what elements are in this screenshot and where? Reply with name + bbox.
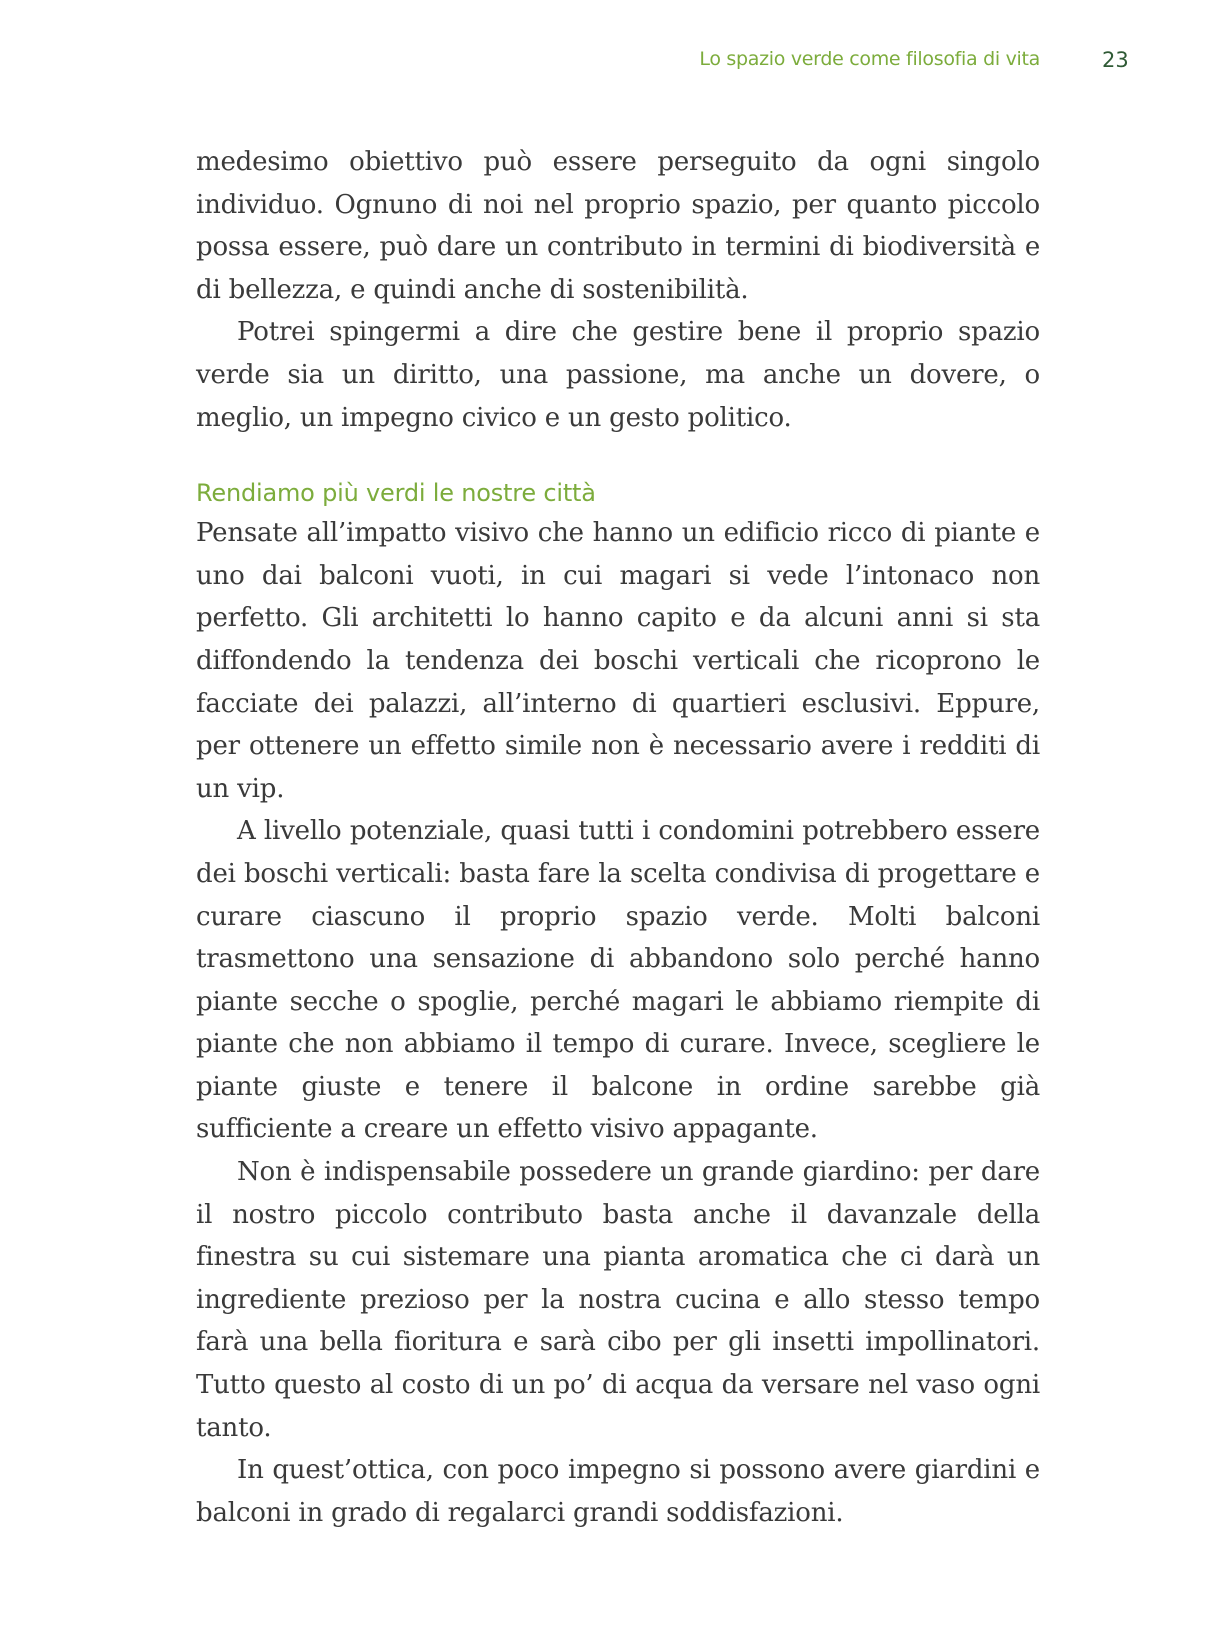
paragraph-6: In quest’ottica, con poco impegno si possono avere giardini e balconi in grado di regalarci grandi soddisfazioni.: [196, 1455, 1040, 1528]
section-heading: Rendiamo più verdi le nostre città: [196, 479, 596, 508]
paragraph-1: medesimo obiettivo può essere perseguito da ogni singolo individuo. Ognuno di noi nel proprio spazio, per quanto piccolo possa essere, può dare un contributo in termini di biodiversità e di bellezza, e quindi anche di sostenibilità.: [196, 147, 1040, 305]
paragraph-4: A livello potenziale, quasi tutti i condomini potrebbero essere dei boschi verticali: basta fare la scelta condivisa di progettare e curare ciascuno il proprio spazio verde. Molti balconi trasmettono una sensazione di abbandono solo perché hanno piante secche o spoglie, perché magari le abbiamo riempite di piante che non abbiamo il tempo di curare. Invece, scegliere le piante giuste e tenere il balcone in ordine sarebbe già sufficiente a creare un effetto visivo appagante.: [196, 816, 1040, 1145]
body-text: [196, 141, 1040, 1534]
page-number: 23: [1102, 48, 1129, 72]
running-head-title: Lo spazio verde come filosofia di vita: [699, 48, 1040, 70]
paragraph-5: Non è indispensabile possedere un grande giardino: per dare il nostro piccolo contributo basta anche il davanzale della finestra su cui sistemare una pianta aromatica che ci darà un ingrediente prezioso per la nostra cucina e allo stesso tempo farà una bella fioritura e sarà cibo per gli insetti impollinatori. Tutto questo al costo di un po’ di acqua da versare nel vaso ogni tanto.: [196, 1157, 1040, 1443]
paragraph-3: Pensate all’impatto visivo che hanno un edificio ricco di piante e uno dai balconi vuoti, in cui magari si vede l’intonaco non perfetto. Gli architetti lo hanno capito e da alcuni anni si sta diffondendo la tendenza dei boschi verticali che ricoprono le facciate dei palazzi, all’interno di quartieri esclusivi. Eppure, per ottenere un effetto simile non è necessario avere i redditi di un vip.: [196, 518, 1040, 804]
paragraph-2: Potrei spingermi a dire che gestire bene il proprio spazio verde sia un diritto, una passione, ma anche un dovere, o meglio, un impegno civico e un gesto politico.: [196, 317, 1040, 433]
